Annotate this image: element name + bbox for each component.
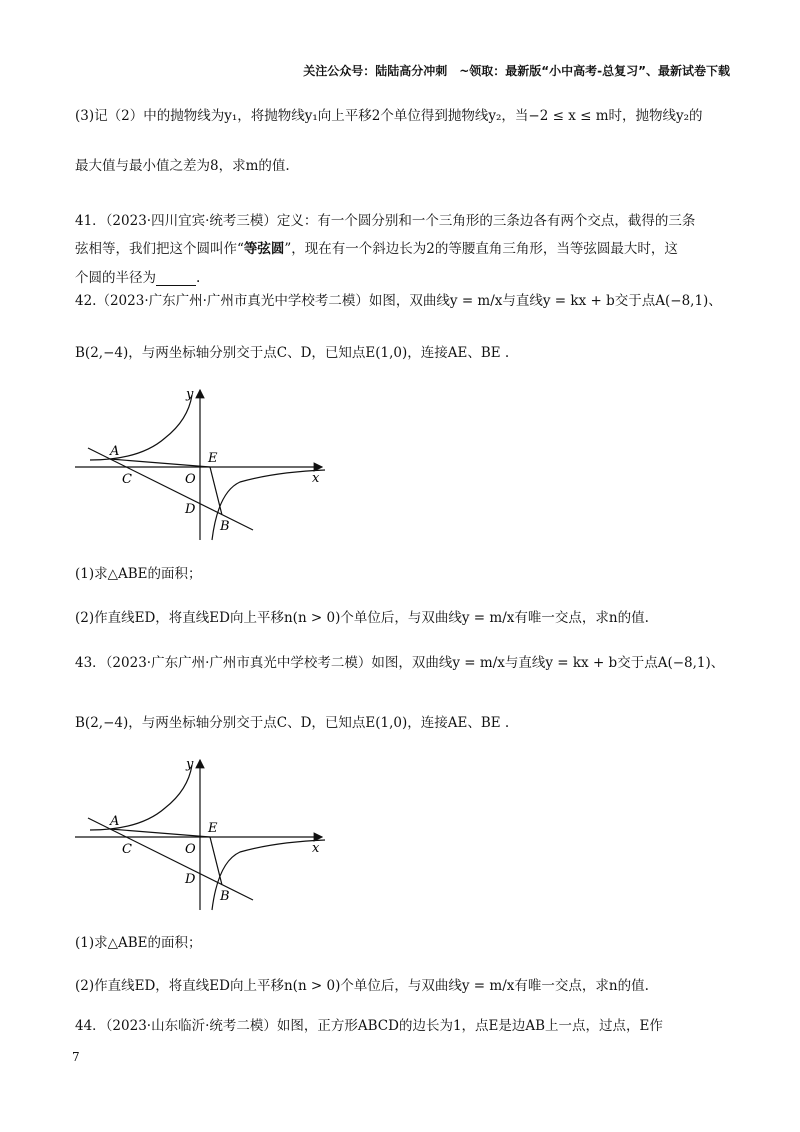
question-41-line-3: 个圆的半径为 .: [75, 270, 201, 286]
question-42-part-2: (2)作直线ED，将直线ED向上平移n(n > 0)个单位后，与双曲线y = m/x有唯一交点，求n的值.: [75, 610, 649, 626]
question-43-line-1: 43．（2023·广东广州·广州市真光中学校考二模）如图，双曲线y = m/x与直线y = kx + b交于点A(−8,1)、: [75, 655, 725, 671]
label-c: C: [122, 472, 132, 487]
question-41-line-1: 41．（2023·四川宜宾·统考三模）定义：有一个圆分别和一个三角形的三条边各有两个交点，截得的三条: [75, 213, 696, 229]
text-line-2: 最大值与最小值之差为8，求m的值.: [75, 158, 290, 174]
label-x: x: [312, 471, 320, 486]
question-43-part-2: (2)作直线ED，将直线ED向上平移n(n > 0)个单位后，与双曲线y = m/x有唯一交点，求n的值.: [75, 978, 649, 994]
hyperbola-upper-branch: [90, 765, 192, 830]
label-y: y: [186, 757, 194, 772]
label-o: O: [185, 842, 196, 857]
text-line-1: (3)记（2）中的抛物线为y₁，将抛物线y₁向上平移2个单位得到抛物线y₂，当−2 ≤ x ≤ m时，抛物线y₂的: [75, 108, 703, 124]
label-c: C: [122, 842, 132, 857]
segment-be: [210, 837, 222, 885]
label-e: E: [208, 821, 218, 836]
label-x: x: [312, 841, 320, 856]
question-42-line-2: B(2,−4)，与两坐标轴分别交于点C、D，已知点E(1,0)，连接AE、BE .: [75, 345, 510, 361]
question-41-line-2: 弦相等，我们把这个圆叫作“等弦圆”，现在有一个斜边长为2的等腰直角三角形，当等弦圆最大时，这: [75, 241, 678, 257]
question-43-part-1: (1)求△ABE的面积；: [75, 935, 202, 951]
answer-blank: [156, 271, 196, 286]
hyperbola-graph-2: [70, 750, 340, 920]
label-y: y: [186, 387, 194, 402]
line-ab: [88, 818, 253, 900]
line-ab: [88, 448, 253, 530]
page-number: 7: [72, 1050, 80, 1064]
page-header: 关注公众号：陆陆高分冲刺 ~领取：最新版“小中高考-总复习”、最新试卷下载: [303, 64, 730, 78]
question-43-line-2: B(2,−4)，与两坐标轴分别交于点C、D，已知点E(1,0)，连接AE、BE .: [75, 715, 510, 731]
label-a: A: [110, 444, 120, 459]
label-d: D: [185, 872, 196, 887]
label-d: D: [185, 502, 196, 517]
label-b: B: [220, 889, 230, 904]
question-44-line-1: 44．（2023·山东临沂·统考二模）如图，正方形ABCD的边长为1，点E是边AB上一点，过点，E作: [75, 1018, 663, 1034]
label-b: B: [220, 519, 230, 534]
hyperbola-upper-branch: [90, 395, 192, 460]
hyperbola-graph-1: [70, 380, 340, 550]
label-e: E: [208, 451, 218, 466]
question-42-line-1: 42.（2023·广东广州·广州市真光中学校考二模）如图，双曲线y = m/x与直线y = kx + b交于点A(−8,1)、: [75, 293, 722, 309]
segment-be: [210, 467, 222, 515]
label-o: O: [185, 472, 196, 487]
question-42-part-1: (1)求△ABE的面积；: [75, 566, 202, 582]
label-a: A: [110, 814, 120, 829]
bold-term: 等弦圆: [243, 241, 285, 257]
